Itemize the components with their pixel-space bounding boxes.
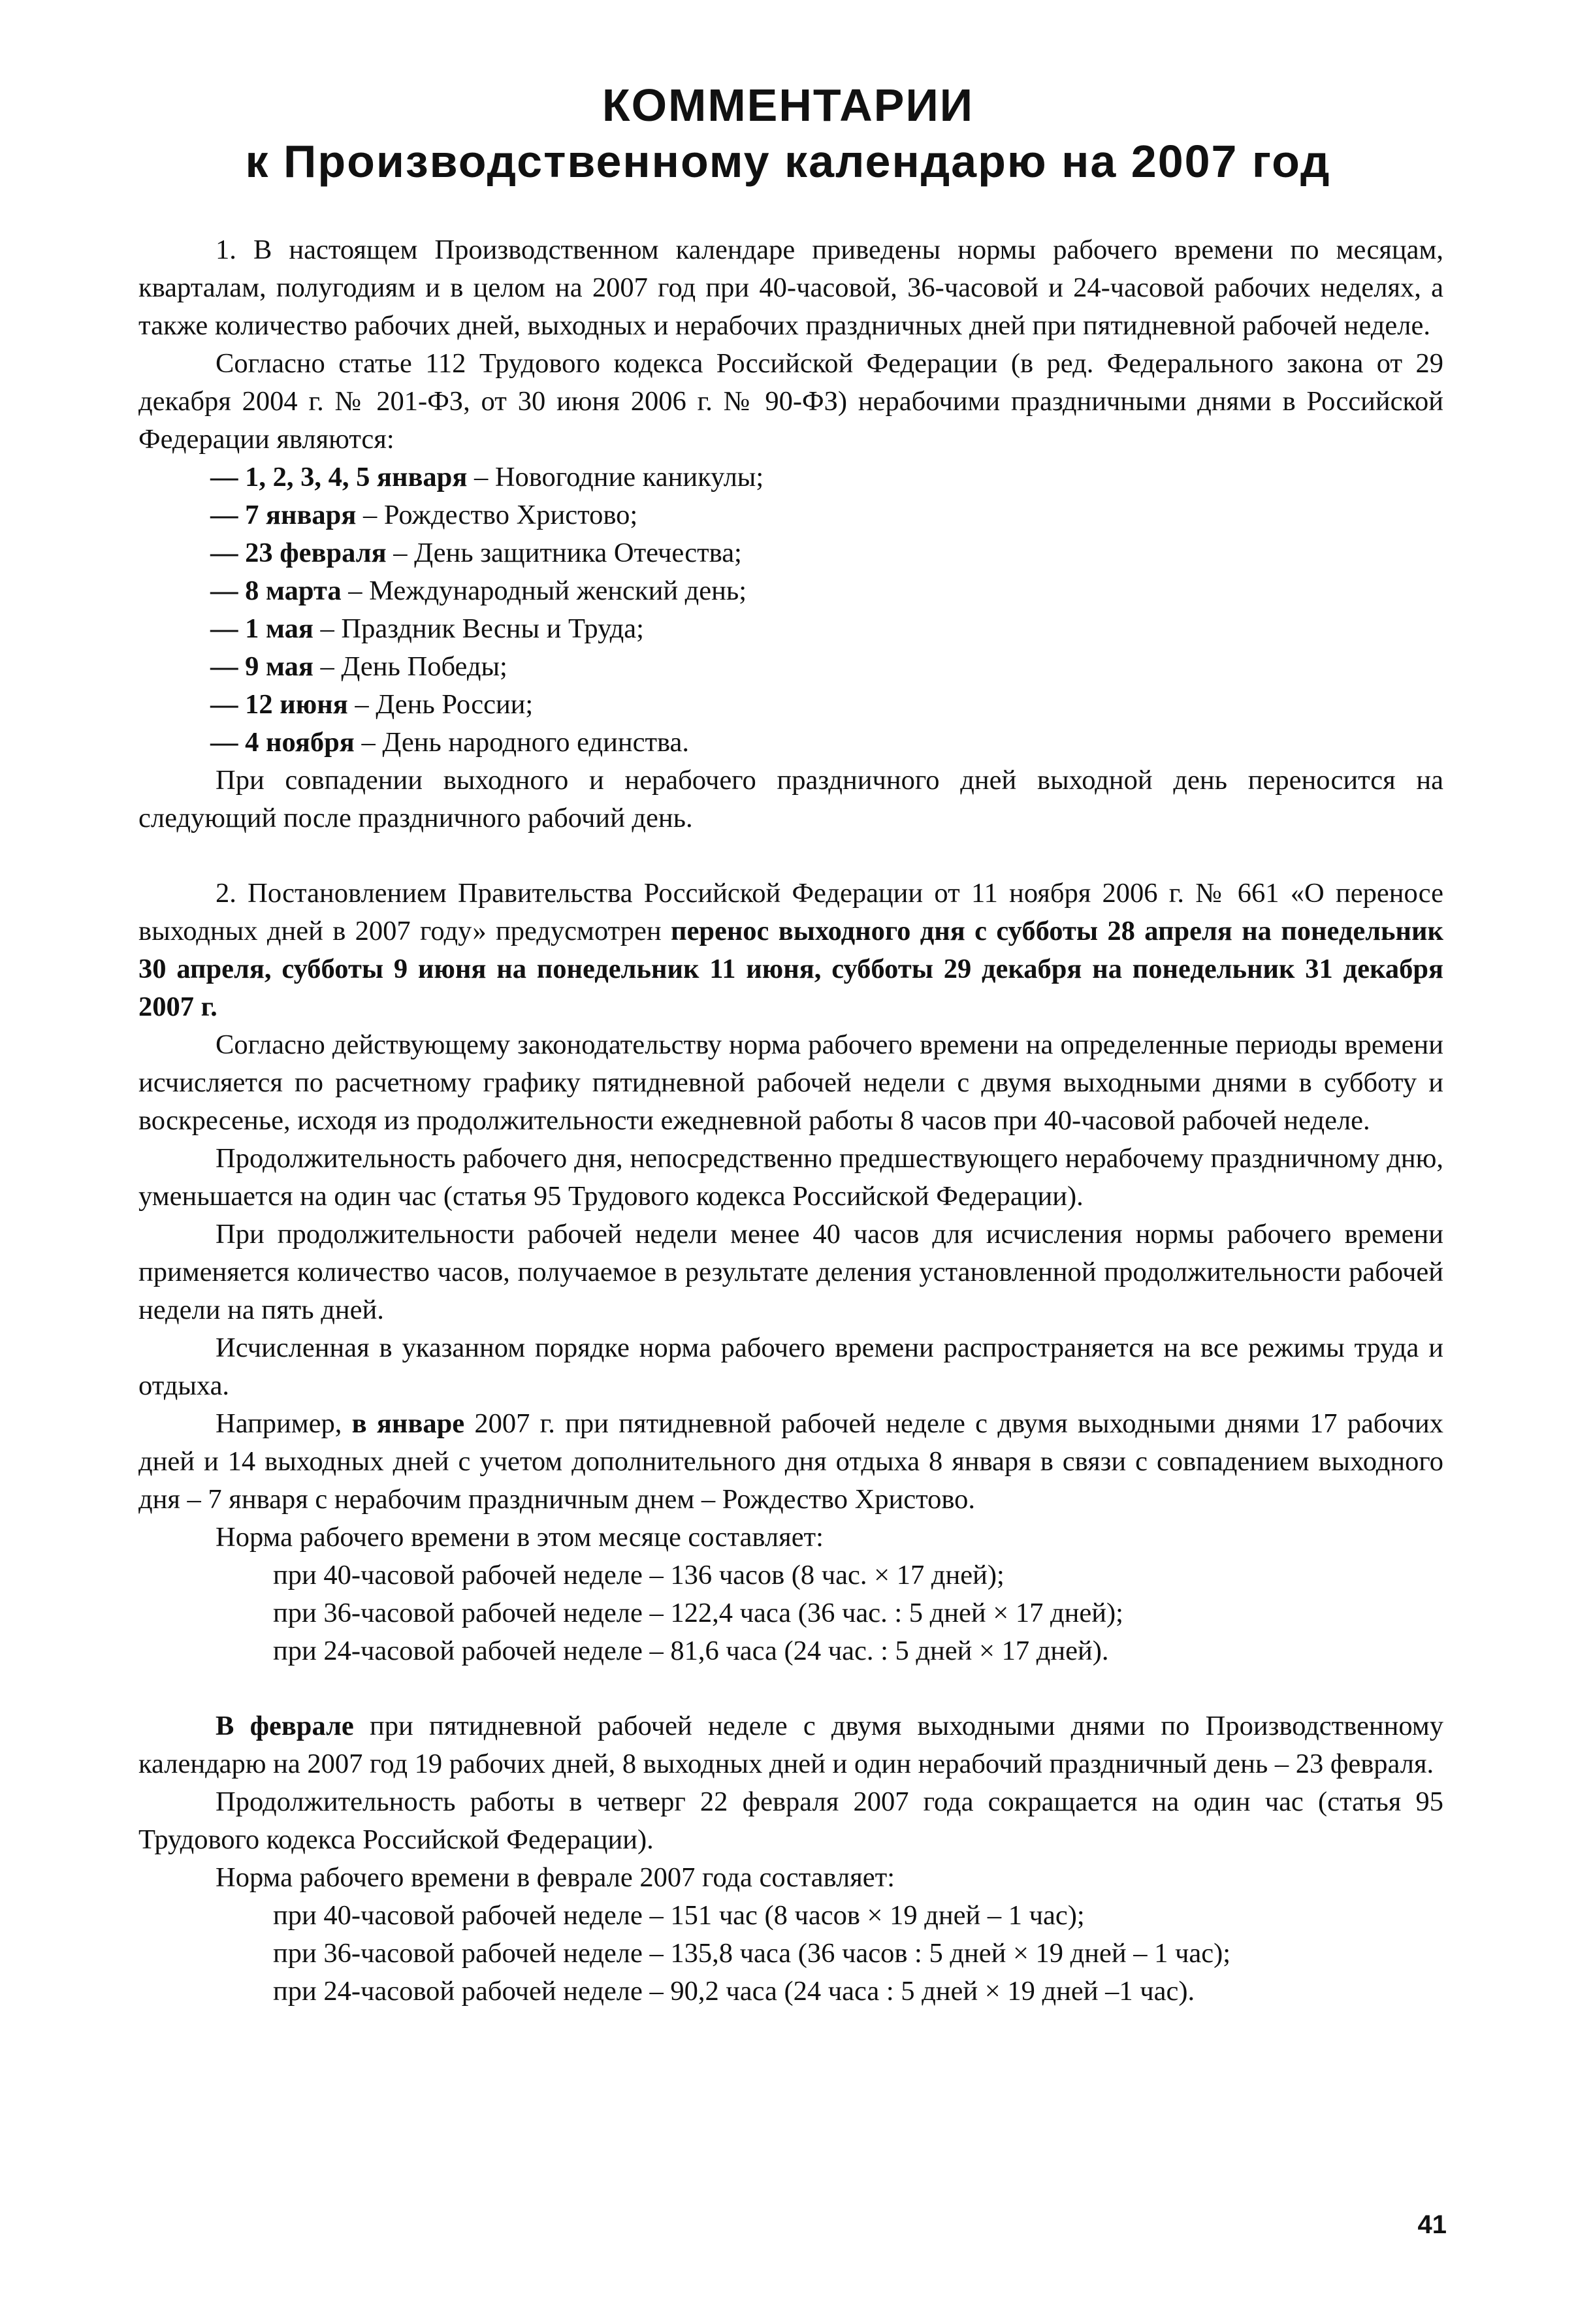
section-spacer: [138, 1670, 1443, 1707]
page-title: [0, 77, 1576, 189]
holiday-date: — 8 марта: [210, 575, 342, 606]
holiday-name: – День Победы;: [313, 651, 507, 682]
holiday-item: [138, 648, 1443, 686]
holiday-date: — 12 июня: [210, 689, 348, 720]
holiday-name: – Международный женский день;: [341, 575, 747, 606]
section-spacer: [138, 837, 1443, 875]
section-2-paragraph-5: Исчисленная в указанном порядке норма рабочего времени распространяется на все режимы труда и отдыха.: [138, 1332, 1443, 1401]
holiday-name: – Праздник Весны и Труда;: [313, 613, 644, 644]
example-month: в январе: [351, 1408, 465, 1439]
holiday-date: — 1 мая: [210, 613, 314, 644]
section-1-paragraph-3: При совпадении выходного и нерабочего праздничного дней выходной день переносится на следующий после праздничного рабочий день.: [138, 765, 1443, 833]
holiday-name: – Новогодние каникулы;: [467, 462, 764, 492]
holiday-name: – День защитника Отечества;: [386, 538, 742, 568]
february-paragraph-1: [138, 1707, 1443, 1783]
page-title-line-1: КОММЕНТАРИИ: [602, 80, 974, 131]
section-2-intro: 2. Постановлением Правительства Российской Федерации от 11 ноября 2006 г. № 661 «О переносе выходных дней в 2007 году» предусмотрен: [138, 878, 1443, 946]
section-2-paragraph-4: При продолжительности рабочей недели менее 40 часов для исчисления нормы рабочего времени применяется количество часов, получаемое в результате деления установленной продолжительности рабочей недели на пять дней.: [138, 1219, 1443, 1325]
holiday-date: — 23 февраля: [210, 538, 387, 568]
holiday-name: – День России;: [347, 689, 534, 720]
holiday-date: — 9 мая: [210, 651, 314, 682]
holiday-item: [138, 459, 1443, 496]
holiday-item: [138, 610, 1443, 648]
holiday-item: [138, 534, 1443, 572]
section-2-paragraph-2: Согласно действующему законодательству норма рабочего времени на определенные периоды времени исчисляется по расчетному графику пятидневной рабочей недели с двумя выходными днями в субботу и воскресенье, исходя из продолжительности ежедневной работы 8 часов при 40-часовой рабочей неделе.: [138, 1029, 1443, 1136]
february-paragraph-3: Норма рабочего времени в феврале 2007 года составляет:: [216, 1862, 895, 1893]
january-norm-line: при 24-часовой рабочей неделе – 81,6 часа (24 час. : 5 дней × 17 дней).: [273, 1636, 1109, 1666]
section-1-paragraph-2: Согласно статье 112 Трудового кодекса Российской Федерации (в ред. Федерального закона от 29 декабря 2004 г. № 201-ФЗ, от 30 июня 2006 г. № 90-ФЗ) нерабочими праздничными днями в Российской Федерации являются:: [138, 348, 1443, 455]
holiday-item: [138, 572, 1443, 610]
section-2-paragraph-6: [138, 1405, 1443, 1519]
section-2-paragraph-3: Продолжительность рабочего дня, непосредственно предшествующего нерабочему праздничному дню, уменьшается на один час (статья 95 Трудового кодекса Российской Федерации).: [138, 1143, 1443, 1212]
holiday-date: — 1, 2, 3, 4, 5 января: [210, 462, 468, 492]
example-text: 2007 г. при пятидневной рабочей неделе с двумя выходными днями 17 рабочих дней и 14 выходных дней с учетом дополнительного дня отдыха 8 января в связи с совпадением выходного дня – 7 января с нерабочим праздничным днем – Рождество Христово.: [138, 1408, 1443, 1515]
february-norm-line: при 40-часовой рабочей неделе – 151 час (8 часов × 19 дней – 1 час);: [273, 1900, 1085, 1931]
section-1-paragraph-1: 1. В настоящем Производственном календаре приведены нормы рабочего времени по месяцам, кварталам, полугодиям и в целом на 2007 год при 40-часовой, 36-часовой и 24-часовой рабочих неделях, а также количество рабочих дней, выходных и нерабочих праздничных дней при пятидневной рабочей неделе.: [138, 234, 1443, 341]
document-body: [138, 231, 1443, 2010]
holiday-date: — 4 ноября: [210, 727, 355, 758]
page-title-line-2: к Производственному календарю на 2007 год: [245, 136, 1331, 187]
section-2-paragraph-7: Норма рабочего времени в этом месяце составляет:: [216, 1522, 824, 1553]
page-number: 41: [1417, 2210, 1447, 2239]
holiday-name: – Рождество Христово;: [356, 500, 638, 530]
january-norm-line: при 40-часовой рабочей неделе – 136 часов (8 час. × 17 дней);: [273, 1560, 1005, 1590]
holiday-date: — 7 января: [210, 500, 357, 530]
february-text: при пятидневной рабочей неделе с двумя выходными днями по Производственному календарю на 2007 год 19 рабочих дней, 8 выходных дней и один нерабочий праздничный день – 23 февраля.: [138, 1711, 1443, 1779]
february-month: В феврале: [216, 1711, 354, 1741]
section-2-paragraph-1: [138, 875, 1443, 1026]
holiday-name: – День народного единства.: [354, 727, 690, 758]
section-2-transfer-text: перенос выходного дня с субботы 28 апреля на понедельник 30 апреля, субботы 9 июня на понедельник 11 июня, субботы 29 декабря на понедельник 31 декабря 2007 г.: [138, 916, 1443, 1022]
february-norm-line: при 36-часовой рабочей неделе – 135,8 часа (36 часов : 5 дней × 19 дней – 1 час);: [273, 1938, 1231, 1969]
example-intro: Например,: [216, 1408, 352, 1439]
january-norm-line: при 36-часовой рабочей неделе – 122,4 часа (36 час. : 5 дней × 17 дней);: [273, 1598, 1123, 1628]
holiday-item: [138, 686, 1443, 724]
february-paragraph-2: Продолжительность работы в четверг 22 февраля 2007 года сокращается на один час (статья 95 Трудового кодекса Российской Федерации).: [138, 1786, 1443, 1855]
february-norm-line: при 24-часовой рабочей неделе – 90,2 часа (24 часа : 5 дней × 19 дней –1 час).: [273, 1976, 1195, 2007]
holiday-item: [138, 724, 1443, 762]
holiday-item: [138, 496, 1443, 534]
